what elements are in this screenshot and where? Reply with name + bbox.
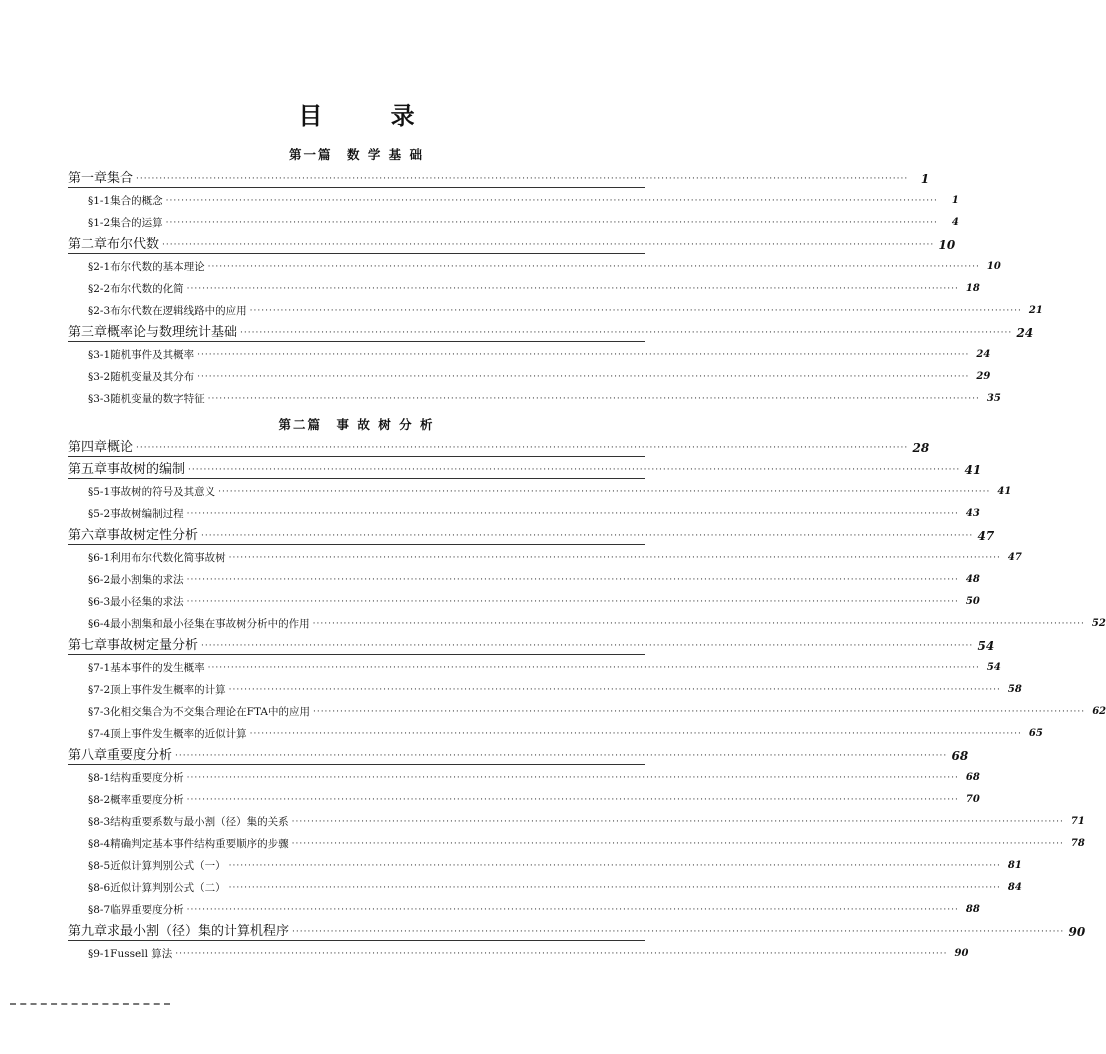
toc-entry-number: 第九章 [68, 924, 108, 939]
toc-entry-number: §8-1 [88, 772, 111, 784]
toc-section-row [68, 853, 1022, 875]
toc-page-number: 41 [964, 463, 982, 477]
dot-leader: ········································································································································································································ [186, 773, 959, 783]
toc-entry-number: §3-2 [88, 371, 111, 383]
dot-leader: ········································································································································································································ [291, 839, 1064, 849]
dot-leader: ········································································································································································································ [186, 284, 959, 294]
toc-page-number: 71 [1070, 816, 1085, 827]
toc-entry-number: §9-1 [88, 948, 111, 960]
toc-entry-number: §7-2 [88, 684, 111, 696]
toc-section-row [68, 765, 980, 787]
dot-leader: ········································································································································································································ [162, 240, 935, 250]
toc-entry-title: 事故树编制过程 [110, 508, 184, 520]
dot-leader: ········································································································································································································ [291, 817, 1064, 827]
toc-entry-number: §7-4 [88, 728, 111, 740]
toc-section-row [68, 875, 1022, 897]
toc-entry-number: §7-1 [88, 662, 111, 674]
toc-entry-title: 结构重要度分析 [110, 772, 184, 784]
dot-leader: ········································································································································································································ [197, 372, 970, 382]
toc-entry-number: §6-2 [88, 574, 111, 586]
toc-entry-number: 第六章 [68, 528, 108, 543]
toc-entry-number: §2-1 [88, 261, 111, 273]
toc-page-number: 10 [938, 238, 956, 252]
toc-page-number: 41 [997, 486, 1012, 497]
dot-leader: ········································································································································································································ [312, 707, 1086, 717]
toc-page-number: 58 [1007, 684, 1022, 695]
toc-section-row [68, 545, 1022, 567]
toc-entry-title: 事故树定量分析 [107, 638, 199, 653]
toc-page-number: 70 [965, 794, 980, 805]
toc-page-number: 81 [1007, 860, 1022, 871]
toc-page-number: 24 [1016, 326, 1034, 340]
dot-leader: ········································································································································································································ [165, 196, 938, 206]
dot-leader: ········································································································································································································ [228, 685, 1001, 695]
toc-entry-title: 利用布尔代数化简事故树 [110, 552, 226, 564]
dot-leader: ········································································································································································································ [175, 751, 948, 761]
toc-chapter-row [68, 633, 995, 655]
toc-entry-title: 最小割集和最小径集在事故树分析中的作用 [110, 618, 310, 630]
toc-section-row [68, 699, 1106, 721]
toc-section-row [68, 831, 1085, 853]
toc-page-number: 43 [965, 508, 980, 519]
toc-section-row [68, 567, 980, 589]
toc-entry-title: 结构重要系数与最小割（径）集的关系 [110, 816, 289, 828]
toc-section-row [68, 479, 1012, 501]
toc-entry-number: 第一章 [68, 171, 108, 186]
toc-entry-number: §8-4 [88, 838, 111, 850]
toc-entry-title: 随机事件及其概率 [110, 349, 195, 361]
toc-page-number: 90 [954, 948, 969, 959]
toc-entry-title: Fussell 算法 [110, 948, 173, 960]
dot-leader: ········································································································································································································ [228, 861, 1001, 871]
toc-entry-title: 临界重要度分析 [110, 904, 184, 916]
toc-entry-title: 精确判定基本事件结构重要顺序的步骤 [110, 838, 289, 850]
toc-page-number: 52 [1091, 618, 1106, 629]
toc-entry-number: §8-2 [88, 794, 111, 806]
toc-entry-title: 概率论与数理统计基础 [107, 325, 238, 340]
toc-section-row [68, 655, 1001, 677]
toc-entry-title: 事故树定性分析 [107, 528, 199, 543]
toc-section-row [68, 501, 980, 523]
toc-entry-number: 第二章 [68, 237, 108, 252]
toc-entry-title: 最小割集的求法 [110, 574, 184, 586]
toc-entry-title: 事故树的符号及其意义 [110, 486, 216, 498]
toc-section-row [68, 210, 959, 232]
dot-leader: ········································································································································································································ [165, 218, 938, 228]
toc-section-row [68, 276, 980, 298]
page-title: 目 录 [298, 101, 445, 130]
toc-entry-number: 第四章 [68, 440, 108, 455]
dot-leader: ········································································································································································································ [186, 795, 959, 805]
toc-page-number: 48 [965, 574, 980, 585]
toc-page-number: 29 [976, 371, 991, 382]
toc-entry-title: 概论 [107, 440, 134, 455]
dot-leader: ········································································································································································································ [186, 597, 959, 607]
dot-leader: ········································································································································································································ [186, 575, 959, 585]
toc-page-number: 35 [986, 393, 1001, 404]
toc-list [68, 435, 1106, 963]
toc-entry-number: §6-3 [88, 596, 111, 608]
toc-entry-title: 随机变量的数字特征 [110, 393, 205, 405]
toc-entry-title: 概率重要度分析 [110, 794, 184, 806]
toc-page-number: 21 [1028, 305, 1043, 316]
toc-entry-number: §5-2 [88, 508, 111, 520]
toc-section-row [68, 809, 1085, 831]
toc-entry-number: §1-2 [88, 217, 111, 229]
toc-section-row [68, 364, 991, 386]
toc-entry-title: 近似计算判别公式（二） [110, 882, 226, 894]
toc-entry-number: §8-5 [88, 860, 111, 872]
toc-page-number: 84 [1007, 882, 1022, 893]
toc-page-number: 65 [1028, 728, 1043, 739]
toc-entry-title: 集合的运算 [110, 217, 163, 229]
dot-leader: ········································································································································································································ [188, 465, 961, 475]
toc-page-number: 47 [1007, 552, 1022, 563]
toc-chapter-row [68, 320, 1034, 342]
toc-page-number: 1 [951, 195, 959, 206]
toc-entry-title: 集合的概念 [110, 195, 163, 207]
dot-leader: ········································································································································································································ [228, 883, 1001, 893]
dot-leader: ········································································································································································································ [228, 553, 1001, 563]
toc-page-number: 1 [920, 172, 930, 186]
toc-entry-number: §1-1 [88, 195, 111, 207]
dot-leader: ········································································································································································································ [136, 174, 909, 184]
toc-entry-title: 布尔代数的基本理论 [110, 261, 205, 273]
toc-section-row [68, 787, 980, 809]
toc-page-number: 47 [977, 529, 995, 543]
toc-chapter-row [68, 166, 930, 188]
toc-list [68, 166, 1043, 408]
toc-entry-number: §6-4 [88, 618, 111, 630]
toc-entry-number: §3-3 [88, 393, 111, 405]
dot-leader: ········································································································································································································ [207, 394, 980, 404]
toc-page-number: 10 [986, 261, 1001, 272]
toc-entry-number: §2-3 [88, 305, 111, 317]
toc-entry-number: 第五章 [68, 462, 108, 477]
part-heading: 第一篇 数 学 基 础 [288, 147, 425, 162]
toc-chapter-row [68, 743, 969, 765]
toc-section-row [68, 677, 1022, 699]
toc-page-number: 54 [977, 639, 995, 653]
dot-leader: ········································································································································································································ [197, 350, 970, 360]
toc-section-row [68, 941, 969, 963]
toc-entry-title: 事故树的编制 [107, 462, 186, 477]
toc-entry-number: §8-6 [88, 882, 111, 894]
toc-page-number: 50 [965, 596, 980, 607]
toc-section-row [68, 386, 1001, 408]
dot-leader: ········································································································································································································ [207, 262, 980, 272]
toc-entry-title: 化相交集合为不交集合理论在FTA中的应用 [110, 706, 310, 718]
toc-entry-number: 第三章 [68, 325, 108, 340]
toc-section-row [68, 342, 991, 364]
toc-chapter-row [68, 457, 982, 479]
toc-entry-number: §5-1 [88, 486, 111, 498]
dot-leader: ········································································································································································································ [292, 927, 1065, 937]
toc-entry-title: 随机变量及其分布 [110, 371, 195, 383]
toc-section-row [68, 611, 1106, 633]
toc-page-number: 78 [1070, 838, 1085, 849]
toc-entry-title: 布尔代数的化简 [110, 283, 184, 295]
toc-entry-title: 基本事件的发生概率 [110, 662, 205, 674]
toc-chapter-row [68, 232, 956, 254]
dot-leader: ········································································································································································································ [240, 328, 1013, 338]
dot-leader: ········································································································································································································ [186, 509, 959, 519]
toc-entry-number: §8-7 [88, 904, 111, 916]
toc-page-number: 24 [976, 349, 991, 360]
dot-leader: ········································································································································································································ [186, 905, 959, 915]
toc-entry-number: §2-2 [88, 283, 111, 295]
dot-leader: ········································································································································································································ [249, 729, 1022, 739]
toc-chapter-row [68, 435, 930, 457]
toc-page-number: 90 [1068, 925, 1086, 939]
toc-entry-number: 第七章 [68, 638, 108, 653]
toc-page-number: 28 [912, 441, 930, 455]
toc-entry-title: 求最小割（径）集的计算机程序 [107, 924, 290, 939]
toc-entry-title: 重要度分析 [107, 748, 173, 763]
toc-page-number: 88 [965, 904, 980, 915]
toc-entry-title: 最小径集的求法 [110, 596, 184, 608]
part-heading: 第二篇 事 故 树 分 析 [278, 417, 435, 432]
scan-artifact [10, 1000, 170, 1005]
toc-entry-title: 集合 [107, 171, 134, 186]
toc-entry-number: §3-1 [88, 349, 111, 361]
dot-leader: ········································································································································································································ [249, 306, 1022, 316]
toc-page-number: 4 [951, 217, 959, 228]
dot-leader: ········································································································································································································ [312, 619, 1085, 629]
toc-entry-title: 布尔代数在逻辑线路中的应用 [110, 305, 247, 317]
toc-section-row [68, 589, 980, 611]
dot-leader: ········································································································································································································ [175, 949, 948, 959]
toc-entry-title: 近似计算判别公式（一） [110, 860, 226, 872]
toc-entry-number: §6-1 [88, 552, 111, 564]
toc-chapter-row [68, 523, 995, 545]
toc-entry-title: 顶上事件发生概率的计算 [110, 684, 226, 696]
toc-entry-number: 第八章 [68, 748, 108, 763]
toc-page-number: 18 [965, 283, 980, 294]
dot-leader: ········································································································································································································ [218, 487, 991, 497]
toc-section-row [68, 298, 1043, 320]
toc-entry-title: 布尔代数 [107, 237, 160, 252]
toc-section-row [68, 897, 980, 919]
toc-chapter-row [68, 919, 1086, 941]
toc-page-number: 68 [965, 772, 980, 783]
toc-entry-title: 顶上事件发生概率的近似计算 [110, 728, 247, 740]
toc-section-row [68, 254, 1001, 276]
dot-leader: ········································································································································································································ [207, 663, 980, 673]
toc-page-number: 68 [951, 749, 969, 763]
dot-leader: ········································································································································································································ [201, 531, 974, 541]
toc-entry-number: §8-3 [88, 816, 111, 828]
toc-page-number: 54 [986, 662, 1001, 673]
toc-entry-number: §7-3 [88, 706, 111, 718]
toc-section-row [68, 188, 959, 210]
dot-leader: ········································································································································································································ [201, 641, 974, 651]
toc-page-number: 62 [1092, 706, 1106, 717]
dot-leader: ········································································································································································································ [136, 443, 909, 453]
toc-section-row [68, 721, 1043, 743]
